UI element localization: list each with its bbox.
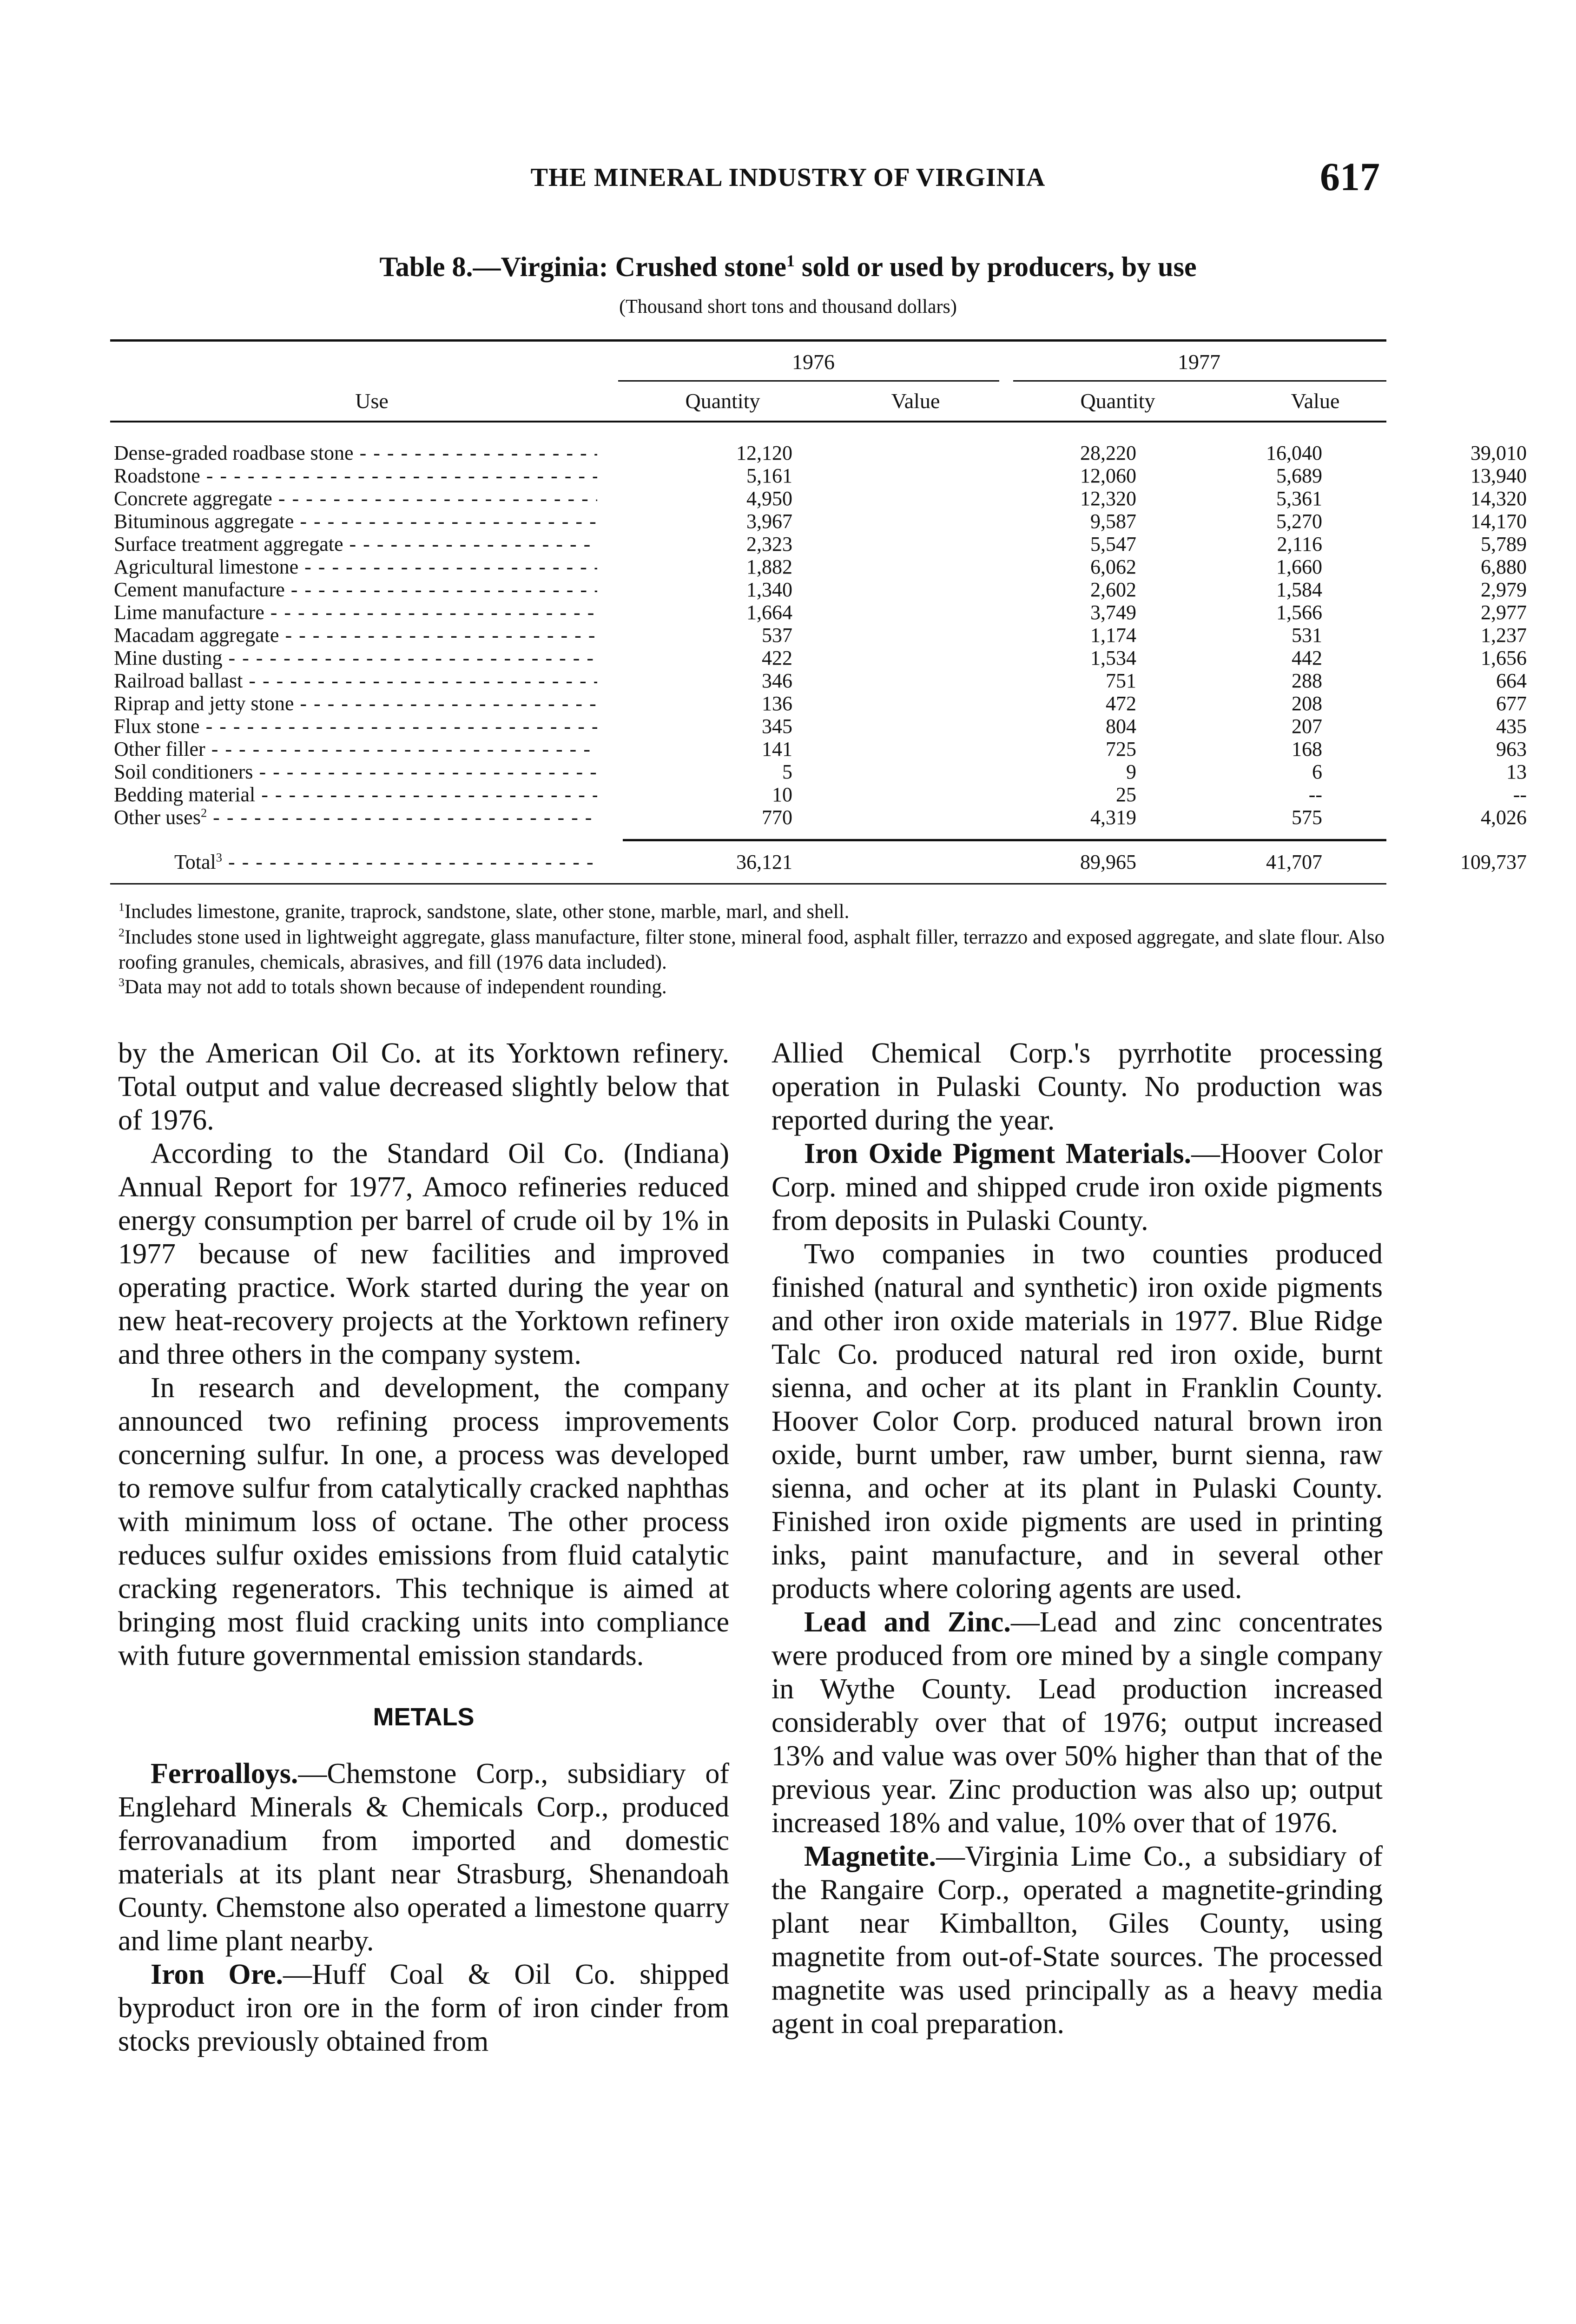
cell-quantity-1977: -- xyxy=(1308,783,1322,806)
quantity-header-1976: Quantity xyxy=(685,389,760,413)
year-header-1976: 1976 xyxy=(792,350,835,374)
use-label xyxy=(114,692,597,715)
table-row xyxy=(114,783,1527,806)
run-in-heading: Magnetite. xyxy=(804,1841,936,1872)
use-label xyxy=(114,669,597,692)
footnote-mark: 3 xyxy=(119,975,125,989)
use-label xyxy=(114,738,597,760)
total-rule xyxy=(623,839,1386,841)
footnote-mark: 1 xyxy=(786,251,795,270)
paragraph-text: —Chemstone Corp., subsidiary of Englehard Minerals & Chemicals Corp., produced ferrovanadium from imported and domestic materials at its plant near Strasburg, Shenandoah County. Chemstone also operated a limestone quarry and lime plant nearby. xyxy=(118,1758,729,1957)
use-label xyxy=(114,555,597,578)
table-row xyxy=(114,533,1527,555)
cell-quantity-1977: 2,116 xyxy=(1277,533,1322,555)
total-value-1976: 89,965 xyxy=(1080,851,1136,873)
total-label xyxy=(174,851,597,873)
cell-quantity-1977: 16,040 xyxy=(1266,442,1322,464)
cell-value-1977: 14,320 xyxy=(1470,487,1527,510)
run-in-heading: Lead and Zinc. xyxy=(804,1606,1011,1638)
cell-value-1976: 4,319 xyxy=(1090,806,1136,829)
cell-value-1976: 804 xyxy=(1106,715,1136,738)
cell-quantity-1977: 531 xyxy=(1292,624,1322,647)
use-text: Agricultural limestone xyxy=(114,555,299,578)
use-text: Lime manufacture xyxy=(114,601,264,624)
table-row xyxy=(114,510,1527,533)
cell-quantity-1977: 1,566 xyxy=(1276,601,1322,624)
cell-value-1976: 2,602 xyxy=(1090,578,1136,601)
cell-value-1977: 14,170 xyxy=(1470,510,1527,533)
cell-value-1977: -- xyxy=(1513,783,1527,806)
cell-quantity-1976: 345 xyxy=(762,715,792,738)
use-text: Roadstone xyxy=(114,464,200,487)
cell-quantity-1977: 1,584 xyxy=(1276,578,1322,601)
section-heading-metals: METALS xyxy=(373,1703,475,1731)
use-text: Other filler xyxy=(114,738,205,760)
use-text: Mine dusting xyxy=(114,647,223,669)
paragraph-text: —Huff Coal & Oil Co. shipped byproduct iron ore in the form of iron cinder from stocks previously obtained from xyxy=(118,1959,729,2057)
use-header: Use xyxy=(355,389,389,413)
paragraph: In research and development, the company announced two refining process improvements concerning sulfur. In one, a process was developed to remove sulfur from catalytically cracked naphthas with minimum loss of octane. The other process reduces sulfur oxides emissions from fluid catalytic cracking regenerators. This technique is aimed at bringing most fluid cracking units into compliance with future governmental emission standards. xyxy=(118,1372,729,1671)
table-row xyxy=(114,647,1527,669)
use-text: Riprap and jetty stone xyxy=(114,692,294,715)
running-head: THE MINERAL INDUSTRY OF VIRGINIA xyxy=(530,163,1046,192)
cell-quantity-1977: 5,270 xyxy=(1276,510,1322,533)
paragraph-text: —Lead and zinc concentrates were produced from ore mined by a single company in Wythe County. Lead production increased considerably over that of 1976; output increased 13% and value was over 50% higher than that of the previous year. Zinc production was also up; output increased 18% and value, 10% over that of 1976. xyxy=(772,1606,1383,1839)
cell-quantity-1976: 422 xyxy=(762,647,792,669)
left-column xyxy=(118,1037,729,2058)
cell-value-1976: 6,062 xyxy=(1090,555,1136,578)
footnote-1 xyxy=(119,899,1392,924)
table-row xyxy=(114,669,1527,692)
paragraph: According to the Standard Oil Co. (Indiana) Annual Report for 1977, Amoco refineries reduced energy consumption per barrel of crude oil by 1% in 1977 because of new facilities and improved operating practice. Work started during the year on new heat-recovery projects at the Yorktown refinery and three others in the company system. xyxy=(118,1138,729,1370)
paragraph-iron-ore xyxy=(118,1958,729,2058)
cell-quantity-1977: 288 xyxy=(1292,669,1322,692)
use-label xyxy=(114,624,597,647)
footnote-text: Data may not add to totals shown because of independent rounding. xyxy=(124,976,667,998)
table-row xyxy=(114,442,1527,464)
cell-value-1977: 677 xyxy=(1496,692,1527,715)
cell-quantity-1976: 346 xyxy=(762,669,792,692)
cell-value-1977: 435 xyxy=(1496,715,1527,738)
cell-quantity-1976: 770 xyxy=(762,806,792,829)
footnote-mark: 3 xyxy=(216,851,222,865)
cell-value-1976: 12,320 xyxy=(1080,487,1136,510)
cell-value-1976: 751 xyxy=(1106,669,1136,692)
table-row xyxy=(114,715,1527,738)
cell-value-1977: 664 xyxy=(1496,669,1527,692)
cell-quantity-1977: 207 xyxy=(1292,715,1322,738)
cell-quantity-1976: 2,323 xyxy=(746,533,792,555)
table-row xyxy=(114,601,1527,624)
cell-value-1976: 9 xyxy=(1126,760,1136,783)
header-bottom-rule xyxy=(110,421,1386,423)
cell-quantity-1977: 575 xyxy=(1292,806,1322,829)
value-header-1977: Value xyxy=(1291,389,1340,413)
cell-quantity-1977: 5,361 xyxy=(1276,487,1322,510)
use-label xyxy=(114,715,597,738)
use-text: Cement manufacture xyxy=(114,578,285,601)
use-text: Surface treatment aggregate xyxy=(114,533,343,555)
table-title-suffix: sold or used by producers, by use xyxy=(795,251,1197,282)
table-row xyxy=(114,555,1527,578)
table-top-rule xyxy=(110,339,1386,342)
year-rule-1976 xyxy=(618,380,999,382)
cell-quantity-1976: 1,340 xyxy=(746,578,792,601)
cell-value-1977: 39,010 xyxy=(1470,442,1527,464)
use-text: Flux stone xyxy=(114,715,200,738)
run-in-heading: Iron Ore. xyxy=(151,1959,284,1990)
cell-value-1976: 25 xyxy=(1116,783,1136,806)
table-subtitle: (Thousand short tons and thousand dollars) xyxy=(619,296,957,317)
use-text: Bituminous aggregate xyxy=(114,510,294,533)
use-label xyxy=(114,464,597,487)
use-label xyxy=(114,442,597,464)
use-label xyxy=(114,487,597,510)
cell-value-1976: 1,174 xyxy=(1090,624,1136,647)
table-row xyxy=(114,806,1527,829)
use-text: Railroad ballast xyxy=(114,669,243,692)
cell-quantity-1976: 5 xyxy=(782,760,792,783)
cell-quantity-1977: 6 xyxy=(1312,760,1322,783)
cell-quantity-1976: 141 xyxy=(762,738,792,760)
use-label xyxy=(114,783,597,806)
year-header-1977: 1977 xyxy=(1178,350,1220,374)
footnote-mark: 2 xyxy=(119,925,125,939)
total-quantity-1976: 36,121 xyxy=(736,851,792,873)
use-label xyxy=(114,760,597,783)
table-row-total xyxy=(114,851,1527,873)
cell-quantity-1977: 5,689 xyxy=(1276,464,1322,487)
total-text: Total xyxy=(174,851,216,873)
cell-quantity-1977: 1,660 xyxy=(1276,555,1322,578)
cell-value-1976: 725 xyxy=(1106,738,1136,760)
value-header-1976: Value xyxy=(891,389,940,413)
table-title xyxy=(0,251,1576,283)
paragraph-iron-oxide xyxy=(772,1137,1383,1237)
table-row xyxy=(114,487,1527,510)
use-text: Dense-graded roadbase stone xyxy=(114,442,354,464)
cell-quantity-1976: 136 xyxy=(762,692,792,715)
cell-quantity-1977: 442 xyxy=(1292,647,1322,669)
paragraph-ferroalloys xyxy=(118,1757,729,1958)
cell-value-1977: 5,789 xyxy=(1481,533,1527,555)
cell-value-1977: 2,979 xyxy=(1481,578,1527,601)
cell-value-1977: 1,656 xyxy=(1481,647,1527,669)
cell-value-1977: 13 xyxy=(1506,760,1527,783)
use-text: Soil conditioners xyxy=(114,760,253,783)
cell-value-1977: 2,977 xyxy=(1481,601,1527,624)
page-number: 617 xyxy=(1320,154,1380,199)
use-label xyxy=(114,601,597,624)
total-quantity-1977: 41,707 xyxy=(1266,851,1322,873)
cell-value-1976: 472 xyxy=(1106,692,1136,715)
use-text: Macadam aggregate xyxy=(114,624,279,647)
footnote-mark: 1 xyxy=(119,900,125,914)
table-row xyxy=(114,760,1527,783)
table-row xyxy=(114,464,1527,487)
total-value-1977: 109,737 xyxy=(1460,851,1527,873)
paragraph-magnetite xyxy=(772,1840,1383,2040)
cell-quantity-1976: 4,950 xyxy=(746,487,792,510)
use-text: Other uses xyxy=(114,806,201,829)
table-row xyxy=(114,624,1527,647)
use-label xyxy=(114,806,597,829)
cell-quantity-1977: 208 xyxy=(1292,692,1322,715)
cell-quantity-1977: 168 xyxy=(1292,738,1322,760)
paragraph: Allied Chemical Corp.'s pyrrhotite processing operation in Pulaski County. No production was reported during the year. xyxy=(772,1037,1383,1136)
cell-value-1976: 28,220 xyxy=(1080,442,1136,464)
cell-value-1976: 9,587 xyxy=(1090,510,1136,533)
cell-quantity-1976: 10 xyxy=(772,783,792,806)
cell-quantity-1976: 1,882 xyxy=(746,555,792,578)
paragraph-lead-zinc xyxy=(772,1605,1383,1840)
cell-value-1977: 1,237 xyxy=(1481,624,1527,647)
table-bottom-rule xyxy=(110,883,1386,885)
cell-value-1977: 13,940 xyxy=(1470,464,1527,487)
footnote-text: Includes limestone, granite, traprock, sandstone, slate, other stone, marble, marl, and shell. xyxy=(124,901,850,923)
footnote-text: Includes stone used in lightweight aggregate, glass manufacture, filter stone, mineral food, asphalt filler, terrazzo and exposed aggregate, and slate flour. Also roofing granules, chemicals, abrasives, and fill (1976 data included). xyxy=(119,926,1385,973)
paragraph: Two companies in two counties produced finished (natural and synthetic) iron oxide pigments and other iron oxide materials in 1977. Blue Ridge Talc Co. produced natural red iron oxide, burnt sienna, and ocher at its plant in Franklin County. Hoover Color Corp. produced natural brown iron oxide, burnt umber, raw umber, burnt sienna, raw sienna, and ocher at its plant in Pulaski County. Finished iron oxide pigments are used in printing inks, paint manufacture, and in several other products where coloring agents are used. xyxy=(772,1238,1383,1604)
paragraph: by the American Oil Co. at its Yorktown refinery. Total output and value decreased slightly below that of 1976. xyxy=(118,1037,729,1136)
footnote-mark: 2 xyxy=(200,806,207,820)
run-in-heading: Ferroalloys. xyxy=(151,1758,298,1789)
right-column xyxy=(772,1037,1383,2040)
run-in-heading: Iron Oxide Pigment Materials. xyxy=(804,1138,1192,1169)
use-text: Concrete aggregate xyxy=(114,487,272,510)
cell-quantity-1976: 537 xyxy=(762,624,792,647)
cell-value-1976: 1,534 xyxy=(1090,647,1136,669)
cell-value-1976: 12,060 xyxy=(1080,464,1136,487)
cell-value-1976: 3,749 xyxy=(1090,601,1136,624)
paragraph-text: —Hoover Color Corp. mined and shipped crude iron oxide pigments from deposits in Pulaski County. xyxy=(772,1138,1383,1236)
cell-value-1976: 5,547 xyxy=(1090,533,1136,555)
cell-value-1977: 4,026 xyxy=(1481,806,1527,829)
year-rule-1977 xyxy=(1013,380,1386,382)
table-row xyxy=(114,578,1527,601)
cell-value-1977: 6,880 xyxy=(1481,555,1527,578)
quantity-header-1977: Quantity xyxy=(1080,389,1155,413)
footnote-2 xyxy=(119,925,1392,975)
cell-quantity-1976: 3,967 xyxy=(746,510,792,533)
use-text: Bedding material xyxy=(114,783,256,806)
cell-value-1977: 963 xyxy=(1496,738,1527,760)
footnote-3 xyxy=(119,975,1392,1000)
use-label xyxy=(114,578,597,601)
cell-quantity-1976: 12,120 xyxy=(736,442,792,464)
cell-quantity-1976: 5,161 xyxy=(746,464,792,487)
use-label xyxy=(114,510,597,533)
table-row xyxy=(114,738,1527,760)
table-title-prefix: Table 8.—Virginia: Crushed stone xyxy=(379,251,786,282)
use-label xyxy=(114,533,597,555)
cell-quantity-1976: 1,664 xyxy=(746,601,792,624)
use-label xyxy=(114,647,597,669)
paragraph-text: —Virginia Lime Co., a subsidiary of the Rangaire Corp., operated a magnetite-grinding plant near Kimballton, Giles County, using magnetite from out-of-State sources. The processed magnetite was used principally as a heavy media agent in coal preparation. xyxy=(772,1841,1383,2040)
table-row xyxy=(114,692,1527,715)
